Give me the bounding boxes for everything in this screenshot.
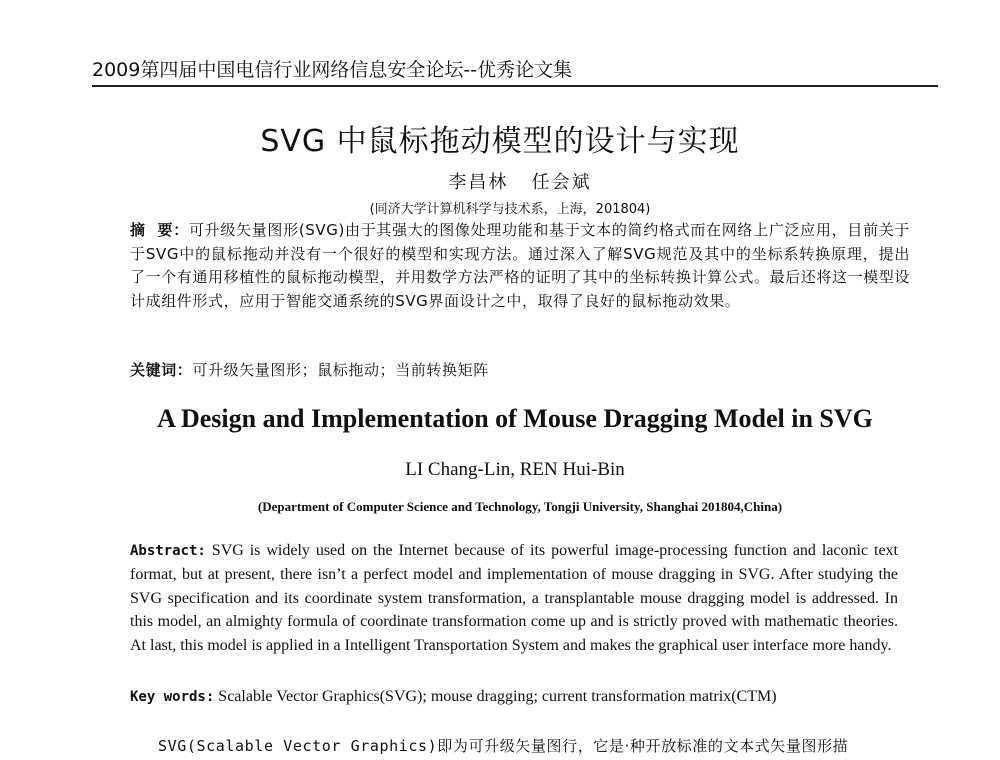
abstract-en bbox=[130, 539, 898, 657]
keywords-text-cn: 可升级矢量图形；鼠标拖动；当前转换矩阵 bbox=[192, 361, 489, 379]
authors-en: LI Chang-Lin, REN Hui-Bin bbox=[405, 459, 625, 480]
keywords-text-en: Scalable Vector Graphics(SVG); mouse dragging; current transformation matrix(CTM) bbox=[218, 688, 777, 705]
keywords-cn bbox=[130, 359, 910, 380]
header-rule bbox=[92, 85, 938, 87]
paper-title-cn: SVG 中鼠标拖动模型的设计与实现 bbox=[260, 124, 740, 159]
body-first-line bbox=[158, 735, 958, 756]
proceedings-header: 2009第四届中国电信行业网络信息安全论坛--优秀论文集 bbox=[92, 59, 573, 81]
abstract-text-cn: 可升级矢量图形(SVG)由于其强大的图像处理功能和基于文本的简约格式而在网络上广泛应用，目前关于于SVG中的鼠标拖动并没有一个很好的模型和实现方法。通过深入了解SVG规范及其中的坐标系转换原理，提出了一个有通用移植性的鼠标拖动模型，并用数学方法严格的证明了其中的坐标转换计算公式。最后还将这一模型设计成组件形式，应用于智能交通系统的SVG界面设计之中，取得了良好的鼠标拖动效果。 bbox=[130, 221, 911, 310]
keywords-label-cn: 关键词： bbox=[130, 361, 193, 379]
affiliation-en: (Department of Computer Science and Technology, Tongji University, Shanghai 201804,China) bbox=[257, 499, 783, 514]
abstract-label-cn: 摘 要： bbox=[130, 221, 189, 239]
body-text: 即为可升级矢量图行，它是·种开放标准的文本式矢量图形描 bbox=[437, 737, 849, 755]
affiliation-cn: (同济大学计算机科学与技术系，上海，201804) bbox=[369, 202, 651, 217]
keywords-label-en: Key words: bbox=[130, 689, 215, 705]
abstract-label-en: Abstract: bbox=[130, 543, 206, 559]
body-term: SVG(Scalable Vector Graphics) bbox=[158, 737, 438, 755]
authors-cn: 李昌林 任会斌 bbox=[448, 172, 592, 193]
abstract-text-en: SVG is widely used on the Internet because of its powerful image-processing function and laconic text format, but at present, there isn’t a perfect model and implementation of mouse dragging in SVG. After studying the SVG specification and its coordinate system transformation, a transplantable mouse dragging model is addressed. In this model, an almighty formula of coordinate transformation come up and is strictly proved with mathematic theories. At last, this model is applied in a Intelligent Transportation System and makes the graphical user interface more handy. bbox=[130, 542, 898, 654]
abstract-cn bbox=[130, 219, 910, 313]
paper-title-en: A Design and Implementation of Mouse Dragging Model in SVG bbox=[157, 404, 873, 433]
keywords-en bbox=[130, 688, 910, 706]
